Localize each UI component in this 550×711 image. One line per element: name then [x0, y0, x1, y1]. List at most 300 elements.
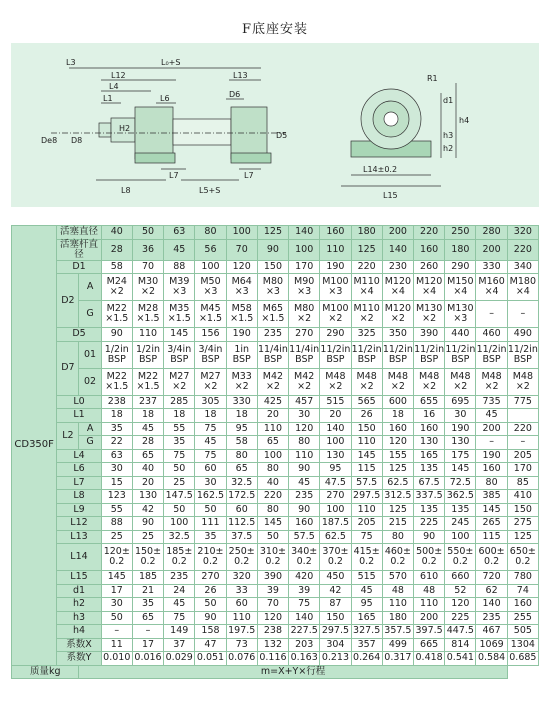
value-cell [382, 274, 413, 301]
value-line-2: ×3 [328, 286, 343, 297]
dim-l7a: L7 [169, 171, 179, 180]
value-cell: 100 [164, 517, 195, 531]
value-line-2: ×2 [422, 380, 437, 392]
value-cell: 200 [382, 226, 413, 240]
value-cell: 11 [101, 638, 132, 652]
value-cell [445, 301, 476, 328]
dim-l4: L4 [109, 82, 119, 91]
value-line-1: M130 [415, 303, 443, 314]
value-line-1: 11/2in [351, 343, 382, 355]
value-cell: 25 [101, 530, 132, 544]
value-cell: 58 [226, 436, 257, 450]
value-cell [195, 341, 226, 368]
value-cell: 52 [445, 584, 476, 598]
value-line-2: ×1.5 [105, 313, 129, 324]
value-cell: 42 [320, 584, 351, 598]
value-cell: 600 [382, 395, 413, 409]
value-cell [507, 274, 538, 301]
value-cell: 47.5 [320, 476, 351, 490]
value-cell: 0.076 [226, 652, 257, 666]
value-line-1: M48 [325, 370, 346, 382]
value-cell: 720 [476, 571, 507, 585]
value-cell: 140 [289, 611, 320, 625]
value-cell [226, 301, 257, 328]
value-line-2: ×4 [453, 286, 468, 297]
value-cell: 140 [289, 226, 320, 240]
value-cell: 140 [476, 598, 507, 612]
value-cell: 18 [132, 409, 163, 423]
value-cell [414, 368, 445, 395]
value-cell: 330 [476, 260, 507, 274]
value-cell: 160 [414, 422, 445, 436]
value-cell: 447.5 [445, 625, 476, 639]
table-row [12, 544, 539, 571]
row-label: 质量kg [12, 665, 79, 679]
value-line-1: M48 [356, 370, 377, 382]
value-cell: 28 [132, 436, 163, 450]
table-row [12, 665, 539, 679]
value-cell [257, 368, 288, 395]
value-cell: 135 [414, 463, 445, 477]
value-cell: 775 [507, 395, 538, 409]
value-cell: 162.5 [195, 490, 226, 504]
value-cell: 260 [414, 260, 445, 274]
row-sub-label: 02 [79, 368, 101, 395]
row-sub-label: A [79, 274, 101, 301]
row-label: D5 [57, 328, 101, 342]
value-cell: 175 [445, 449, 476, 463]
value-cell: 220 [507, 422, 538, 436]
value-cell [132, 544, 163, 571]
value-cell: 37 [164, 638, 195, 652]
value-line-2: 0.2 [109, 556, 125, 567]
value-cell: 111 [195, 517, 226, 531]
value-cell: 90 [101, 328, 132, 342]
value-cell: 235 [164, 571, 195, 585]
dim-l5s: L5+S [199, 186, 221, 195]
table-row [12, 260, 539, 274]
value-cell: 220 [257, 490, 288, 504]
value-cell: 67.5 [414, 476, 445, 490]
value-cell: 245 [445, 517, 476, 531]
value-cell: 230 [382, 260, 413, 274]
value-cell: 30 [445, 409, 476, 423]
value-line-1: 250± [228, 546, 255, 557]
value-cell: 85 [507, 476, 538, 490]
dim-d5: D5 [276, 131, 288, 140]
value-cell: 145 [476, 503, 507, 517]
value-cell: 50 [164, 503, 195, 517]
value-cell [164, 301, 195, 328]
value-cell: 180 [445, 239, 476, 260]
value-cell: 75 [289, 598, 320, 612]
value-cell: 20 [320, 409, 351, 423]
value-cell: 47 [195, 638, 226, 652]
value-line-1: 11/4in [257, 343, 288, 355]
value-cell: 665 [414, 638, 445, 652]
value-cell: 110 [226, 611, 257, 625]
value-cell: 660 [445, 571, 476, 585]
value-line-1: 150± [134, 546, 162, 557]
value-cell: 357.5 [382, 625, 413, 639]
value-line-1: M80 [294, 303, 315, 314]
value-cell: 235 [289, 490, 320, 504]
value-cell: 42 [132, 503, 163, 517]
value-cell [445, 544, 476, 571]
value-line-1: M58 [231, 303, 252, 314]
value-cell: 565 [351, 395, 382, 409]
value-line-1: 415± [353, 546, 380, 557]
value-cell: 28 [101, 239, 132, 260]
value-cell [414, 544, 445, 571]
value-line-1: M100 [322, 303, 349, 314]
value-cell [195, 544, 226, 571]
value-cell: 90 [289, 503, 320, 517]
value-line-2: ×1.5 [136, 313, 160, 324]
value-cell: 410 [507, 490, 538, 504]
value-line-2: ×2 [515, 380, 530, 392]
value-line-1: M42 [294, 370, 315, 382]
value-cell: 60 [195, 463, 226, 477]
value-line-1: 370± [322, 546, 349, 557]
value-cell [257, 341, 288, 368]
value-cell: 18 [164, 409, 195, 423]
value-cell: 24 [164, 584, 195, 598]
value-line-1: M30 [137, 276, 159, 287]
value-cell: 40 [257, 476, 288, 490]
value-cell: 55 [164, 422, 195, 436]
value-cell [257, 274, 288, 301]
value-cell: 75 [164, 611, 195, 625]
value-cell: 26 [351, 409, 382, 423]
value-cell: 30 [101, 598, 132, 612]
row-label: L7 [57, 476, 101, 490]
value-cell: 80 [476, 476, 507, 490]
value-cell: 135 [445, 503, 476, 517]
value-line-2: ×4 [515, 286, 530, 297]
dim-l7b: L7 [244, 171, 254, 180]
value-cell: 325 [351, 328, 382, 342]
value-cell: 158 [195, 625, 226, 639]
value-cell [226, 544, 257, 571]
value-line-2: ×3 [203, 286, 218, 297]
value-line-1: 120± [103, 546, 130, 557]
row-label: L9 [57, 503, 101, 517]
mass-formula: m=X+Y×行程 [79, 665, 507, 679]
value-cell: – [101, 625, 132, 639]
value-cell: 120 [226, 260, 257, 274]
table-row [12, 638, 539, 652]
value-cell [445, 274, 476, 301]
value-cell: 48 [382, 584, 413, 598]
value-line-2: ×2 [141, 286, 156, 297]
value-cell [507, 544, 538, 571]
table-row [12, 463, 539, 477]
value-line-2: BSP [357, 353, 376, 365]
value-cell: 125 [351, 239, 382, 260]
value-line-2: 0.2 [484, 556, 500, 567]
technical-drawing [11, 43, 539, 207]
value-cell: 62 [476, 584, 507, 598]
value-cell: 170 [289, 260, 320, 274]
value-cell: 197.5 [226, 625, 257, 639]
row-label: h4 [57, 625, 101, 639]
value-cell: 55 [101, 503, 132, 517]
value-line-1: M65 [262, 303, 284, 314]
row-label: L12 [57, 517, 101, 531]
value-cell: 100 [320, 503, 351, 517]
value-cell: 780 [507, 571, 538, 585]
dim-d6: D6 [229, 90, 241, 99]
value-line-1: 340± [291, 546, 318, 557]
value-line-2: BSP [513, 353, 532, 365]
table-row [12, 490, 539, 504]
value-cell: 1304 [507, 638, 538, 652]
value-cell: 90 [132, 517, 163, 531]
value-line-1: M45 [200, 303, 221, 314]
value-cell: 30 [101, 463, 132, 477]
value-cell: 75 [195, 422, 226, 436]
value-cell: 80 [195, 226, 226, 240]
value-cell: 50 [132, 226, 163, 240]
value-cell [476, 341, 507, 368]
value-cell [351, 368, 382, 395]
value-cell: 570 [382, 571, 413, 585]
value-cell: 165 [351, 611, 382, 625]
value-cell [132, 301, 163, 328]
row-label: L14 [57, 544, 101, 571]
value-cell: 70 [257, 598, 288, 612]
value-cell: 125 [507, 530, 538, 544]
value-cell [195, 301, 226, 328]
value-cell: 45 [476, 409, 507, 423]
value-cell: 220 [351, 260, 382, 274]
value-cell: 200 [476, 422, 507, 436]
value-line-1: M110 [353, 303, 380, 314]
value-cell: 0.163 [289, 652, 320, 666]
value-cell: 467 [476, 625, 507, 639]
value-cell: 227.5 [289, 625, 320, 639]
row-group-label: D7 [57, 341, 79, 395]
value-cell: 45 [195, 436, 226, 450]
value-line-2: 0.2 [452, 556, 468, 567]
value-cell: 75 [195, 449, 226, 463]
value-cell: 0.010 [101, 652, 132, 666]
value-line-2: BSP [295, 353, 314, 365]
value-cell [414, 341, 445, 368]
value-cell: 156 [195, 328, 226, 342]
value-cell [132, 341, 163, 368]
value-cell: 110 [382, 598, 413, 612]
value-cell [320, 274, 351, 301]
value-cell [289, 301, 320, 328]
value-cell: 110 [414, 598, 445, 612]
value-cell: – [476, 436, 507, 450]
value-cell: 50 [101, 611, 132, 625]
row-sub-label: A [79, 422, 101, 436]
value-cell [445, 341, 476, 368]
row-label: L8 [57, 490, 101, 504]
value-cell: 100 [257, 449, 288, 463]
value-line-1: M180 [509, 276, 537, 287]
value-cell: 505 [507, 625, 538, 639]
value-cell: 225 [445, 611, 476, 625]
value-line-1: M90 [294, 276, 315, 287]
value-cell: 238 [257, 625, 288, 639]
value-cell [289, 368, 320, 395]
value-line-1: M48 [387, 370, 409, 382]
dim-d1: d1 [443, 96, 454, 105]
value-cell: 80 [257, 503, 288, 517]
value-cell: 40 [132, 463, 163, 477]
value-cell: 237 [132, 395, 163, 409]
value-cell: 65 [132, 611, 163, 625]
value-cell [132, 274, 163, 301]
value-cell: 420 [289, 571, 320, 585]
value-line-1: – [489, 308, 494, 319]
value-cell [382, 301, 413, 328]
value-line-2: ×2 [172, 380, 187, 392]
row-label: 活塞杆直径 [57, 239, 101, 260]
value-cell: 48 [414, 584, 445, 598]
table-row [12, 571, 539, 585]
row-label: h2 [57, 598, 101, 612]
dim-de8: De8 [41, 136, 58, 145]
value-cell: 123 [101, 490, 132, 504]
value-cell: 50 [195, 598, 226, 612]
value-line-2: ×2 [359, 380, 374, 392]
value-cell [445, 368, 476, 395]
value-line-1: 11/2in [320, 343, 351, 355]
table-row [12, 584, 539, 598]
value-cell: 80 [382, 530, 413, 544]
value-cell: 70 [132, 260, 163, 274]
value-cell: 145 [351, 449, 382, 463]
value-cell: 0.584 [476, 652, 507, 666]
table-row [12, 368, 539, 395]
value-line-2: ×2 [328, 313, 343, 324]
cylinder-drawing-svg [11, 43, 539, 207]
value-cell: 72.5 [445, 476, 476, 490]
value-cell: 58 [101, 260, 132, 274]
value-cell: 63 [101, 449, 132, 463]
value-cell: 100 [226, 226, 257, 240]
value-cell: 499 [382, 638, 413, 652]
value-cell: 45 [164, 239, 195, 260]
value-cell: – [507, 436, 538, 450]
value-line-2: BSP [420, 353, 439, 365]
table-row [12, 517, 539, 531]
value-line-2: ×2 [390, 380, 405, 392]
value-cell: 205 [351, 517, 382, 531]
value-line-2: ×1.5 [136, 380, 160, 392]
value-line-2: ×2 [234, 380, 249, 392]
value-cell: 90 [257, 239, 288, 260]
value-cell: 205 [507, 449, 538, 463]
value-cell: 145 [164, 328, 195, 342]
value-cell: 135 [414, 503, 445, 517]
value-cell: 120 [257, 611, 288, 625]
value-cell: 39 [257, 584, 288, 598]
value-cell: 150 [320, 611, 351, 625]
value-line-1: M50 [200, 276, 221, 287]
value-line-1: M22 [137, 370, 159, 382]
value-cell: 390 [257, 571, 288, 585]
value-cell: 270 [320, 490, 351, 504]
value-cell [195, 368, 226, 395]
value-line-2: ×2 [359, 313, 374, 324]
value-cell: 357 [351, 638, 382, 652]
value-line-1: M48 [512, 370, 533, 382]
value-line-1: 11/2in [476, 343, 507, 355]
value-cell: 0.051 [195, 652, 226, 666]
value-cell: 265 [476, 517, 507, 531]
value-cell: 26 [195, 584, 226, 598]
value-cell: 95 [226, 422, 257, 436]
value-line-2: BSP [232, 353, 251, 365]
value-line-2: BSP [138, 353, 158, 365]
value-line-2: ×3 [453, 313, 468, 324]
value-line-1: M27 [200, 370, 221, 382]
value-line-2: ×4 [484, 286, 499, 297]
value-cell: 160 [382, 422, 413, 436]
value-line-1: M42 [262, 370, 284, 382]
value-cell: 75 [164, 449, 195, 463]
value-cell [320, 301, 351, 328]
value-cell: 70 [226, 239, 257, 260]
value-line-2: BSP [170, 353, 189, 365]
value-cell: 65 [132, 449, 163, 463]
value-cell [257, 301, 288, 328]
value-cell: 515 [351, 571, 382, 585]
value-cell: 460 [476, 328, 507, 342]
value-cell: 45 [289, 476, 320, 490]
dim-l12: L12 [111, 71, 126, 80]
value-cell: 145 [445, 463, 476, 477]
value-cell: 95 [351, 598, 382, 612]
value-cell [101, 301, 132, 328]
value-cell: 187.5 [320, 517, 351, 531]
value-cell: 30 [195, 476, 226, 490]
value-cell: 110 [351, 503, 382, 517]
value-cell: 0.213 [320, 652, 351, 666]
value-cell: 32.5 [226, 476, 257, 490]
value-line-2: ×1.5 [198, 313, 223, 324]
row-label: L1 [57, 409, 101, 423]
value-cell: 814 [445, 638, 476, 652]
value-cell [226, 368, 257, 395]
value-cell: 155 [382, 449, 413, 463]
value-cell: 235 [257, 328, 288, 342]
value-line-1: 11/2in [507, 343, 538, 355]
value-cell: 18 [195, 409, 226, 423]
value-cell [414, 274, 445, 301]
value-cell [351, 301, 382, 328]
row-label: 系数Y [57, 652, 101, 666]
value-cell: 62.5 [320, 530, 351, 544]
value-cell: 185 [132, 571, 163, 585]
value-cell: 88 [101, 517, 132, 531]
value-line-1: 11/2in [382, 343, 413, 355]
value-cell: 17 [101, 584, 132, 598]
value-cell: 220 [414, 226, 445, 240]
value-line-1: M110 [353, 276, 380, 287]
value-cell: 390 [414, 328, 445, 342]
value-cell: 270 [195, 571, 226, 585]
value-cell: 20 [257, 409, 288, 423]
table-row [12, 226, 539, 240]
value-cell: 147.5 [164, 490, 195, 504]
